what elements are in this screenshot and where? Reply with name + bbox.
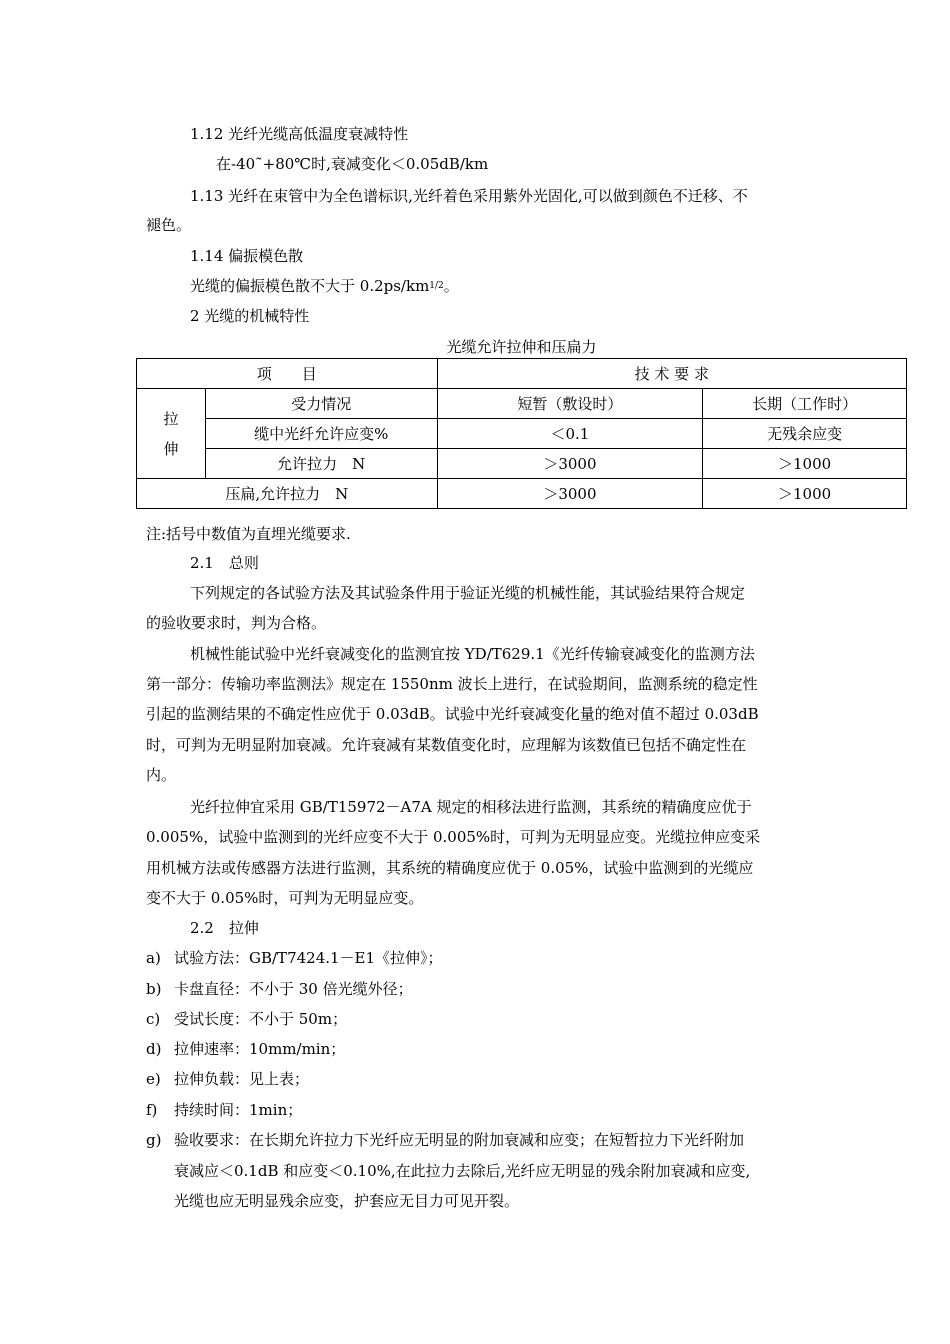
pmd-text: 光缆的偏振模色散不大于 0.2ps/km [190,277,430,295]
section-1-13-line1: 1.13 光纤在束管中为全色谱标识,光纤着色采用紫外光固化,可以做到颜色不迁移、不 [190,187,748,205]
list-item-text: 受试长度：不小于 50m； [174,1010,348,1028]
pmd-end: 。 [443,277,459,295]
row-strain-short: ＜0.1 [437,419,703,449]
list-item [146,1130,744,1150]
list-item-text: 持续时间：1min； [174,1101,303,1119]
list-item-text: 卡盘直径：不小于 30 倍光缆外径； [174,980,413,998]
row-tension-long: ＞1000 [703,449,907,479]
item-g-line3: 光缆也应无明显残余应变，护套应无目力可见开裂。 [174,1192,520,1210]
row-crush-short: ＞3000 [437,479,703,509]
p3-line3: 用机械方法或传感器方法进行监测，其系统的精确度应优于 0.05%，试验中监测到的光缆应 [146,859,754,877]
list-item-label: f) [146,1101,158,1119]
table-caption: 光缆允许拉伸和压扁力 [446,338,597,356]
p2-line1: 机械性能试验中光纤衰减变化的监测宜按 YD/T629.1《光纤传输衰减变化的监测方法 [190,645,755,663]
list-item-label: c) [146,1010,161,1028]
section-heading-2-1: 2.1 总则 [190,554,259,572]
section-heading-1-12: 1.12 光纤光缆高低温度衰减特性 [190,125,409,143]
row-tension-short: ＞3000 [437,449,703,479]
list-item [146,948,443,968]
list-item-text: 拉伸速率：10mm/min； [174,1040,346,1058]
row-strain-label: 缆中光纤允许应变% [205,419,437,449]
p1-line1: 下列规定的各试验方法及其试验条件用于验证光缆的机械性能，其试验结果符合规定 [190,584,746,602]
section-heading-1-14: 1.14 偏振模色散 [190,247,304,265]
section-body-1-12: 在-40˜+80℃时,衰减变化＜0.05dB/km [216,155,489,173]
list-item-label: a) [146,949,161,967]
list-item [146,1009,347,1029]
sub-header-short: 短暂（敷设时） [437,389,703,419]
row-strain-long: 无残余应变 [703,419,907,449]
row-crush-label: 压扁,允许拉力 N [137,479,438,509]
list-item [146,1100,302,1120]
list-item-label: e) [146,1070,161,1088]
list-item-label: d) [146,1040,162,1058]
pmd-exponent: 1/2 [429,281,444,291]
list-item-text: 验收要求：在长期允许拉力下光纤应无明显的附加衰减和应变；在短暂拉力下光纤附加 [174,1131,745,1149]
p3-line4: 变不大于 0.05%时，可判为无明显应变。 [146,889,424,907]
p2-line5: 内。 [146,766,177,784]
header-requirement: 技 术 要 求 [437,359,906,389]
list-item-text: 拉伸负载：见上表； [174,1070,310,1088]
header-item: 项 目 [137,359,438,389]
tensile-label: 拉伸 [163,409,179,458]
section-heading-2: 2 光缆的机械特性 [190,307,310,325]
p3-line1: 光纤拉伸宜采用 GB/T15972－A7A 规定的相移法进行监测，其系统的精确度应优于 [190,798,752,816]
list-item-label: g) [146,1131,162,1149]
p2-line3: 引起的监测结果的不确定性应优于 0.03dB。试验中光纤衰减变化量的绝对值不超过 0.03dB [146,705,759,723]
p1-line2: 的验收要求时，判为合格。 [146,614,327,632]
p2-line2: 第一部分：传输功率监测法》规定在 1550nm 波长上进行，在试验期间，监测系统的稳定性 [146,675,758,693]
sub-header-load: 受力情况 [205,389,437,419]
p3-line2: 0.005%，试验中监测到的光纤应变不大于 0.005%时，可判为无明显应变。光缆拉伸应变采 [146,828,761,846]
list-item [146,1039,345,1059]
row-crush-long: ＞1000 [703,479,907,509]
list-item [146,979,413,999]
section-heading-2-2: 2.2 拉伸 [190,919,259,937]
row-tension-label: 允许拉力 N [205,449,437,479]
section-body-1-14 [190,276,459,296]
list-item-label: b) [146,980,162,998]
p2-line4: 时，可判为无明显附加衰减。允许衰减有某数值变化时，应理解为该数值已包括不确定性在 [146,736,747,754]
tensile-cell [137,389,206,479]
list-item [146,1069,309,1089]
item-g-line2: 衰减应＜0.1dB 和应变＜0.10%,在此拉力去除后,光纤应无明显的残余附加衰减和应变, [174,1162,751,1180]
spec-table [136,358,907,509]
list-item-text: 试验方法：GB/T7424.1－E1《拉伸》； [174,949,443,967]
sub-header-long: 长期（工作时） [703,389,907,419]
table-note: 注:括号中数值为直埋光缆要求. [146,525,351,543]
section-1-13-line2: 褪色。 [146,216,192,234]
